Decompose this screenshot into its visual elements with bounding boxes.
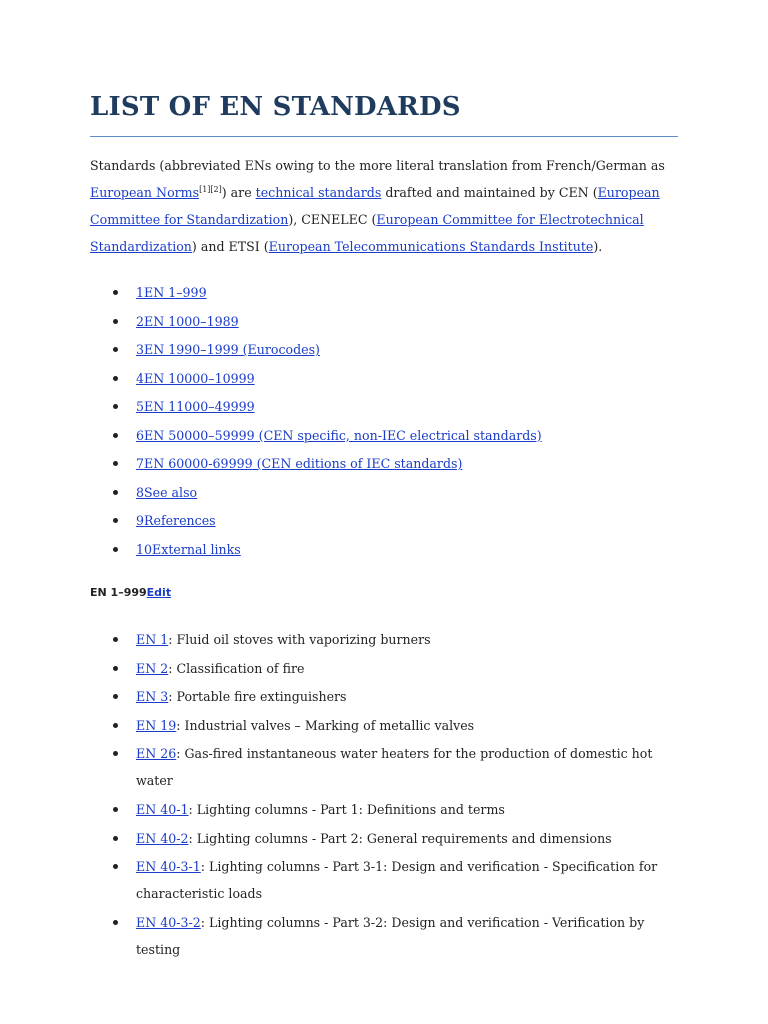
toc-link-references[interactable]: 9References: [136, 513, 216, 528]
table-of-contents: [90, 279, 680, 564]
bullet-icon: [113, 836, 118, 841]
list-item: [90, 740, 690, 794]
toc-link-see-also[interactable]: 8See also: [136, 484, 198, 500]
bullet-icon: [113, 807, 118, 812]
intro-text-6: ).: [593, 239, 603, 254]
bullet-icon: [113, 404, 118, 409]
bullet-icon: [113, 376, 118, 381]
section-heading: [90, 586, 171, 599]
cen-link[interactable]: European Committee for Standardization: [90, 185, 660, 227]
section-heading-text: EN 1–999: [90, 586, 147, 599]
toc-link-en-10000-10999[interactable]: 4EN 10000–10999: [136, 370, 255, 386]
bullet-icon: [113, 751, 118, 756]
standard-code-link[interactable]: EN 1: [136, 632, 169, 647]
standard-code-link[interactable]: EN 40-2: [136, 830, 189, 846]
toc-item: [90, 507, 680, 536]
toc-item: [90, 393, 680, 422]
toc-link-en-1000-1989[interactable]: 2EN 1000–1989: [136, 313, 239, 329]
intro-text-4: ), CENELEC (: [288, 212, 377, 227]
toc-link-en-11000-49999[interactable]: 5EN 11000–49999: [136, 399, 255, 414]
bullet-icon: [113, 694, 118, 699]
standard-description: : Industrial valves – Marking of metallic valves: [176, 717, 475, 733]
etsi-link[interactable]: European Telecommunications Standards Institute: [268, 239, 594, 254]
standard-code-link[interactable]: EN 26: [136, 746, 177, 762]
standard-code-link[interactable]: EN 40-3-1: [136, 859, 201, 875]
toc-link-en-1-999[interactable]: 1EN 1–999: [136, 285, 207, 300]
intro-paragraph: [90, 152, 680, 260]
standard-code-link[interactable]: EN 40-1: [136, 801, 189, 817]
bullet-icon: [113, 319, 118, 324]
bullet-icon: [113, 290, 118, 295]
bullet-icon: [113, 461, 118, 466]
european-norms-link[interactable]: European Norms: [90, 185, 200, 200]
list-item: [90, 655, 690, 682]
intro-text-5: ) and ETSI (: [191, 239, 269, 254]
toc-item: [90, 336, 680, 365]
standard-code-link[interactable]: EN 2: [136, 660, 169, 676]
bullet-icon: [113, 347, 118, 352]
standard-description: : Lighting columns - Part 1: Definitions and terms: [188, 801, 505, 817]
bullet-icon: [113, 920, 118, 925]
toc-link-eurocodes[interactable]: 3EN 1990–1999 (Eurocodes): [136, 342, 320, 357]
bullet-icon: [113, 864, 118, 869]
intro-text-3: drafted and maintained by CEN (: [381, 185, 598, 200]
toc-link-en-50000-59999[interactable]: 6EN 50000–59999 (CEN specific, non-IEC electrical standards): [136, 427, 542, 443]
toc-item: [90, 479, 680, 508]
standard-description: : Lighting columns - Part 3-1: Design and verification - Specification for characteristic loads: [136, 859, 658, 902]
bullet-icon: [113, 490, 118, 495]
list-item: [90, 825, 690, 852]
toc-item: [90, 536, 680, 565]
list-item: [90, 626, 690, 653]
standard-code-link[interactable]: EN 3: [136, 689, 169, 705]
bullet-icon: [113, 547, 118, 552]
list-item: [90, 683, 690, 710]
list-item: [90, 853, 690, 907]
toc-item: [90, 450, 680, 479]
standard-code-link[interactable]: EN 40-3-2: [136, 914, 201, 930]
toc-link-en-60000-69999[interactable]: 7EN 60000-69999 (CEN editions of IEC standards): [136, 456, 463, 471]
bullet-icon: [113, 637, 118, 642]
toc-item: [90, 365, 680, 394]
list-item: [90, 796, 690, 823]
technical-standards-link[interactable]: technical standards: [255, 185, 382, 200]
cenelec-link[interactable]: European Committee for Electrotechnical Standardization: [90, 212, 644, 254]
standard-description: : Portable fire extinguishers: [168, 689, 347, 705]
toc-item: [90, 308, 680, 337]
list-item: [90, 909, 690, 963]
bullet-icon: [113, 433, 118, 438]
standard-description: : Fluid oil stoves with vaporizing burners: [168, 632, 431, 647]
page-title: LIST OF EN STANDARDS: [90, 92, 461, 122]
standard-code-link[interactable]: EN 19: [136, 717, 177, 733]
toc-item: [90, 422, 680, 451]
citation-superscript[interactable]: [1][2]: [199, 184, 222, 194]
bullet-icon: [113, 518, 118, 523]
toc-link-external-links[interactable]: 10External links: [136, 541, 241, 557]
edit-link[interactable]: Edit: [146, 586, 172, 599]
title-underline-rule: [90, 136, 678, 137]
standard-description: : Lighting columns - Part 2: General requirements and dimensions: [188, 830, 612, 846]
intro-text-2: ) are: [221, 185, 256, 200]
intro-text-1: Standards (abbreviated ENs owing to the more literal translation from French/German as: [90, 158, 665, 173]
standards-list: [90, 626, 690, 964]
bullet-icon: [113, 666, 118, 671]
standard-description: : Lighting columns - Part 3-2: Design and verification - Verification by testing: [136, 914, 645, 957]
bullet-icon: [113, 723, 118, 728]
standard-description: : Gas-fired instantaneous water heaters for the production of domestic hot water: [136, 746, 653, 789]
standard-description: : Classification of fire: [168, 660, 305, 676]
toc-item: [90, 279, 680, 308]
list-item: [90, 712, 690, 739]
